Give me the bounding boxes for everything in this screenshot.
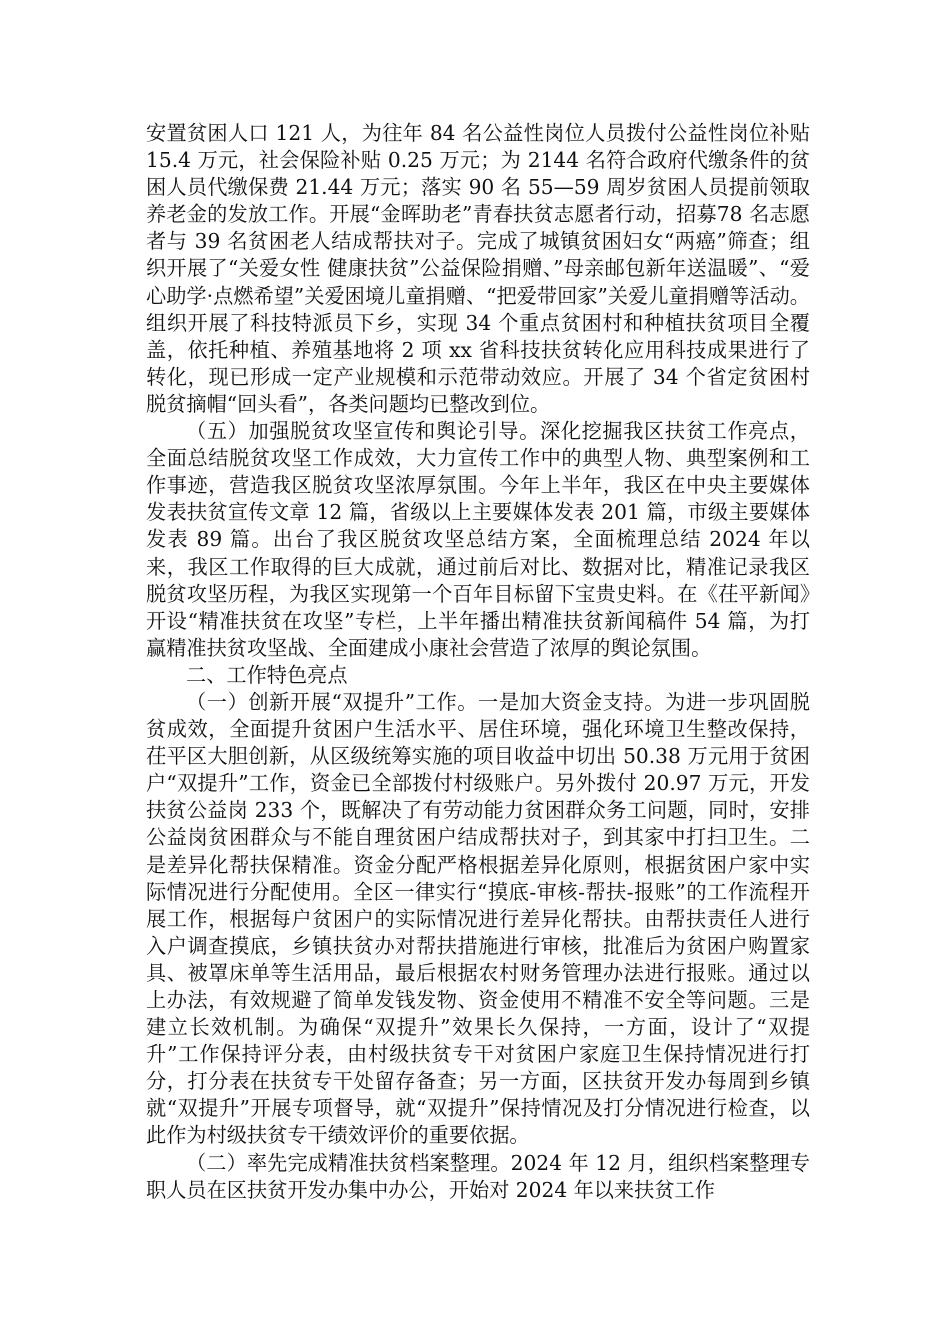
paragraph-publicity: （五）加强脱贫攻坚宣传和舆论引导。深化挖掘我区扶贫工作亮点，全面总结脱贫攻坚工作成效，大力宣传工作中的典型人物、典型案例和工作事迹，营造我区脱贫攻坚浓厚氛围。今年上半年，我区在中央主要媒体发表扶贫宣传文章 12 篇，省级以上主要媒体发表 201 篇，市级主要媒体发表 89 篇。出台了我区脱贫攻坚总结方案，全面梳理总结 2024 年以来，我区工作取得的巨大成就，通过前后对比、数据对比，精准记录我区脱贫攻坚历程，为我区实现第一个百年目标留下宝贵史料。在《茌平新闻》开设“精准扶贫在攻坚”专栏，上半年播出精准扶贫新闻稿件 54 篇，为打赢精准扶贫攻坚战、全面建成小康社会营造了浓厚的舆论氛围。 [146,419,810,660]
paragraph-continuation: 安置贫困人口 121 人，为往年 84 名公益性岗位人员拨付公益性岗位补贴 15.4 万元，社会保险补贴 0.25 万元；为 2144 名符合政府代缴条件的贫困人员代缴保费 21.44 万元；落实 90 名 55—59 周岁贫困人员提前领取养老金的发放工作。开展“金晖助老”青春扶贫志愿者行动，招募78 名志愿者与 39 名贫困老人结成帮扶对子。完成了城镇贫困妇女“两癌”筛查；组织开展了“关爱女性 健康扶贫”公益保险捐赠、”母亲邮包新年送温暖”、“爱心助学·点燃希望”关爱困境儿童捐赠、“把爱带回家”关爱儿童捐赠等活动。组织开展了科技特派员下乡，实现 34 个重点贫困村和种植扶贫项目全覆盖，依托种植、养殖基地将 2 项 xx 省科技扶贫转化应用科技成果进行了转化，现已形成一定产业规模和示范带动效应。开展了 34 个省定贫困村脱贫摘帽“回头看”，各类问题均已整改到位。 [146,121,810,416]
paragraph-archive: （二）率先完成精准扶贫档案整理。2024 年 12 月，组织档案整理专职人员在区扶贫开发办集中办公，开始对 2024 年以来扶贫工作 [146,1150,810,1202]
paragraph-double-upgrade: （一）创新开展“双提升”工作。一是加大资金支持。为进一步巩固脱贫成效，全面提升贫困户生活水平、居住环境，强化环境卫生整改保持，茌平区大胆创新，从区级统筹实施的项目收益中切出 50.38 万元用于贫困户“双提升”工作，资金已全部拨付村级账户。另外拨付 20.97 万元，开发扶贫公益岗 233 个，既解决了有劳动能力贫困群众务工问题，同时，安排公益岗贫困群众与不能自理贫困户结成帮扶对子，到其家中打扫卫生。二是差异化帮扶保精准。资金分配严格根据差异化原则，根据贫困户家中实际情况进行分配使用。全区一律实行“摸底-审核-帮扶-报账”的工作流程开展工作，根据每户贫困户的实际情况进行差异化帮扶。由帮扶责任人进行入户调查摸底，乡镇扶贫办对帮扶措施进行审核，批准后为贫困户购置家具、被罩床单等生活用品，最后根据农村财务管理办法进行报账。通过以上办法，有效规避了简单发钱发物、资金使用不精准不安全等问题。三是建立长效机制。为确保“双提升”效果长久保持，一方面，设计了“双提升”工作保持评分表，由村级扶贫专干对贫困户家庭卫生保持情况进行打分，打分表在扶贫专干处留存备查；另一方面，区扶贫开发办每周到乡镇就“双提升”开展专项督导，就“双提升”保持情况及打分情况进行检查，以此作为村级扶贫专干绩效评价的重要依据。 [146,689,810,1148]
document-body [146,120,810,1204]
section-heading: 二、工作特色亮点 [186,662,348,687]
